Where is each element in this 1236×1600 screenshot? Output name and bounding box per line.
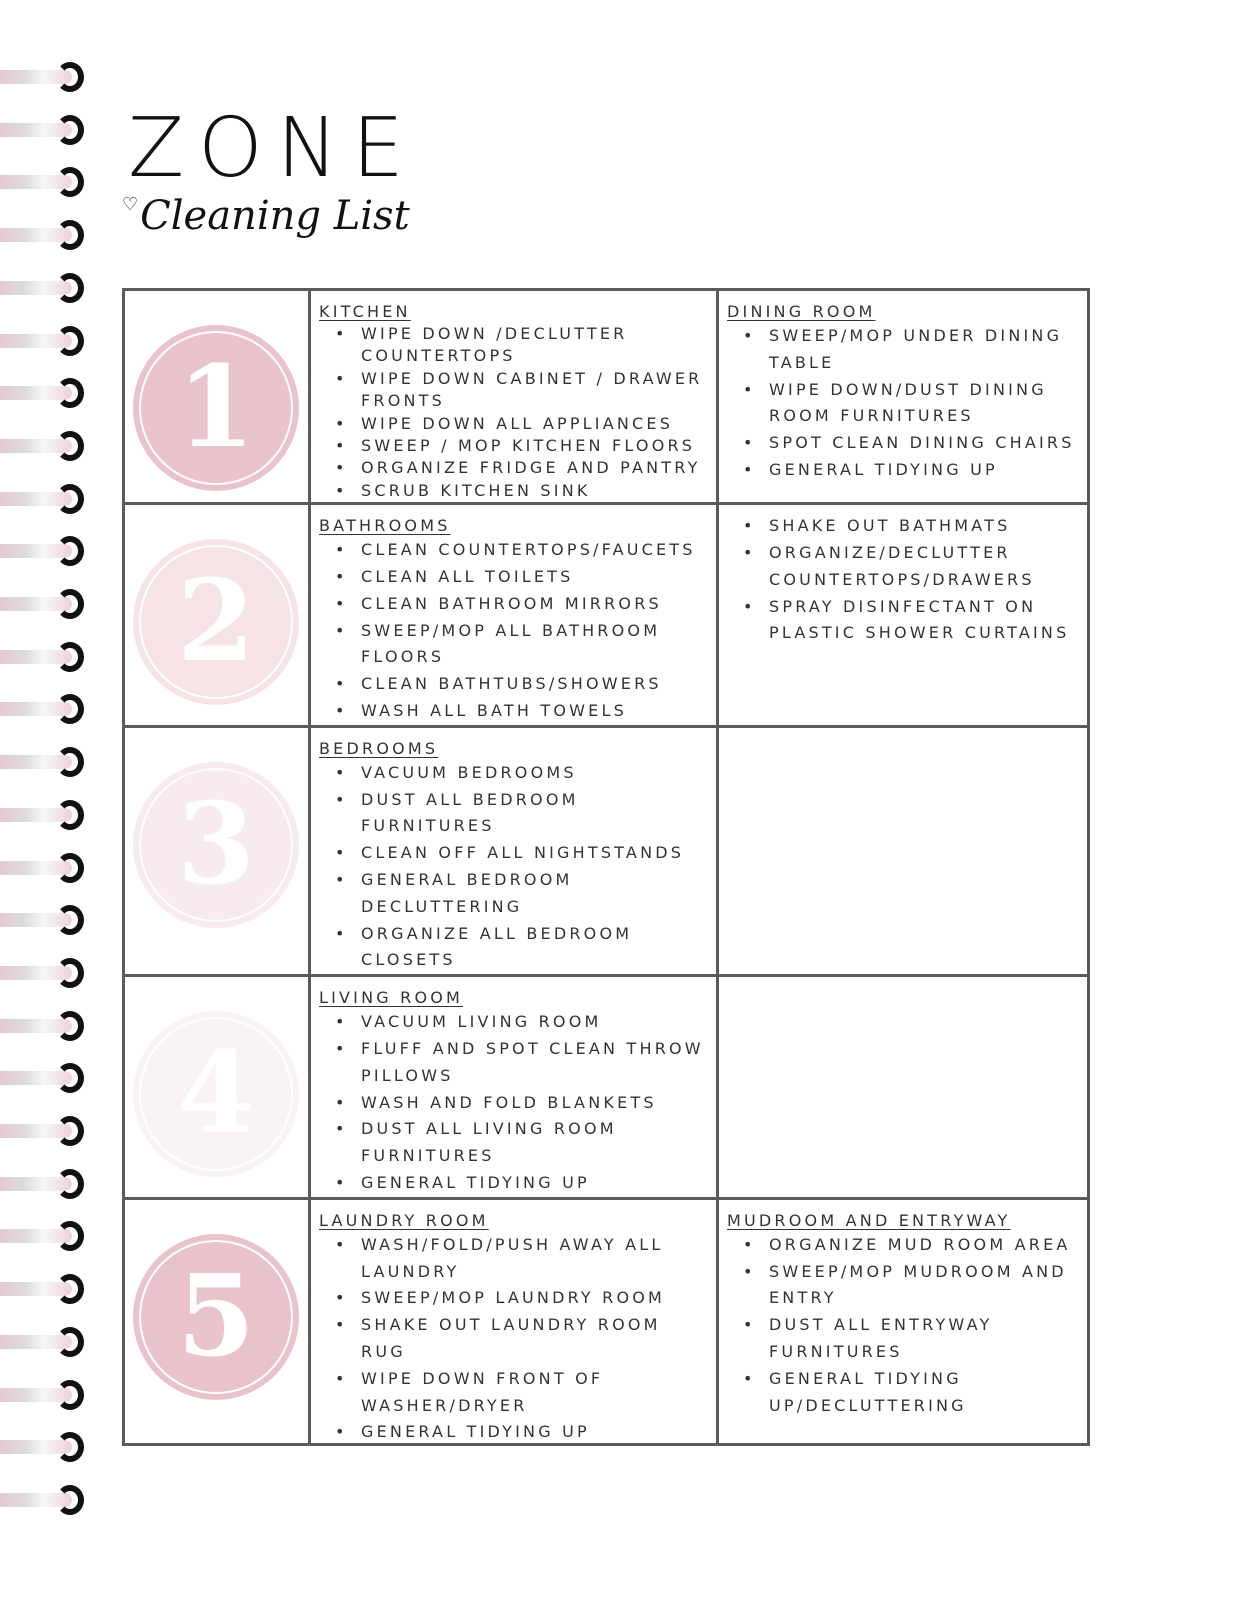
zone-heading: KITCHEN	[319, 302, 411, 321]
spiral-ring-icon	[0, 113, 86, 147]
spiral-ring-icon	[0, 1325, 86, 1359]
zone-heading: LIVING ROOM	[319, 988, 464, 1008]
spiral-ring-icon	[0, 1272, 86, 1306]
task-item: • GENERAL TIDYING UP	[335, 1170, 708, 1197]
task-item: • CLEAN BATHTUBS/SHOWERS	[335, 671, 708, 698]
task-list	[335, 760, 708, 974]
zone-heading: BATHROOMS	[319, 516, 451, 536]
spiral-ring-icon	[0, 1483, 86, 1517]
heart-icon: ♡	[122, 194, 139, 215]
page-subtitle	[122, 193, 410, 239]
task-item: • SWEEP/MOP MUDROOM AND ENTRY	[743, 1259, 1079, 1313]
spiral-ring-icon	[0, 1378, 86, 1412]
spiral-ring-icon	[0, 640, 86, 674]
zone-table	[122, 288, 1090, 1446]
task-item: • CLEAN COUNTERTOPS/FAUCETS	[335, 537, 708, 564]
zone-2-badge-icon	[133, 539, 299, 705]
task-item: • SCRUB KITCHEN SINK	[335, 480, 708, 502]
task-item: • ORGANIZE FRIDGE AND PANTRY	[335, 457, 708, 479]
zone-number: 1	[177, 342, 255, 473]
task-list	[335, 323, 708, 502]
zone-number: 4	[177, 1028, 255, 1160]
zone-task-cell	[719, 505, 1087, 728]
task-item: • DUST ALL BEDROOM FURNITURES	[335, 787, 708, 841]
task-item: • CLEAN OFF ALL NIGHTSTANDS	[335, 840, 708, 867]
task-list	[743, 513, 1079, 647]
spiral-ring-icon	[0, 1167, 86, 1201]
zone-task-cell	[311, 728, 719, 977]
spiral-ring-icon	[0, 1009, 86, 1043]
task-item: • SWEEP / MOP KITCHEN FLOORS	[335, 435, 708, 457]
zone-4-badge-icon	[133, 1011, 299, 1177]
task-item: • GENERAL TIDYING UP	[335, 1419, 708, 1446]
task-list	[743, 323, 1079, 484]
page-title: ZONE	[128, 101, 418, 196]
spiral-ring-icon	[0, 165, 86, 199]
subtitle-text: Cleaning List	[140, 193, 410, 239]
zone-heading: DINING ROOM	[727, 302, 876, 321]
zone-number-cell	[125, 291, 311, 505]
spiral-ring-icon	[0, 534, 86, 568]
zone-3-badge-icon	[133, 762, 299, 928]
spiral-ring-icon	[0, 60, 86, 94]
zone-task-cell	[311, 1200, 719, 1446]
task-item: • WIPE DOWN CABINET / DRAWER FRONTS	[335, 368, 708, 413]
task-item: • GENERAL TIDYING UP/DECLUTTERING	[743, 1366, 1079, 1420]
zone-task-cell	[719, 291, 1087, 505]
spiral-ring-icon	[0, 956, 86, 990]
task-item: • SPOT CLEAN DINING CHAIRS	[743, 430, 1079, 457]
spiral-ring-icon	[0, 745, 86, 779]
task-list	[743, 1232, 1079, 1420]
task-item: • GENERAL TIDYING UP	[743, 457, 1079, 484]
task-item: • CLEAN ALL TOILETS	[335, 564, 708, 591]
task-item: • WASH AND FOLD BLANKETS	[335, 1090, 708, 1117]
task-item: • WASH/FOLD/PUSH AWAY ALL LAUNDRY	[335, 1232, 708, 1286]
spiral-ring-icon	[0, 1430, 86, 1464]
task-item: • DUST ALL LIVING ROOM FURNITURES	[335, 1116, 708, 1170]
zone-number: 2	[177, 556, 255, 688]
zone-task-cell	[719, 1200, 1087, 1446]
task-item: • ORGANIZE ALL BEDROOM CLOSETS	[335, 921, 708, 975]
spiral-ring-icon	[0, 851, 86, 885]
spiral-ring-icon	[0, 692, 86, 726]
spiral-ring-icon	[0, 429, 86, 463]
task-item: • CLEAN BATHROOM MIRRORS	[335, 591, 708, 618]
zone-1-badge-icon	[133, 325, 299, 491]
spiral-ring-icon	[0, 1061, 86, 1095]
zone-number-cell	[125, 505, 311, 728]
zone-heading: MUDROOM AND ENTRYWAY	[727, 1210, 1011, 1230]
task-item: • ORGANIZE/DECLUTTER COUNTERTOPS/DRAWERS	[743, 540, 1079, 594]
zone-number-cell	[125, 1200, 311, 1446]
spiral-ring-icon	[0, 1114, 86, 1148]
spiral-ring-icon	[0, 482, 86, 516]
task-item: • SWEEP/MOP UNDER DINING TABLE	[743, 323, 1079, 377]
spiral-ring-icon	[0, 1219, 86, 1253]
zone-heading: BEDROOMS	[319, 738, 439, 758]
spiral-binding	[0, 60, 90, 1560]
zone-task-cell	[311, 977, 719, 1200]
task-item: • SHAKE OUT BATHMATS	[743, 513, 1079, 540]
task-list	[335, 537, 708, 725]
spiral-ring-icon	[0, 798, 86, 832]
zone-number-cell	[125, 977, 311, 1200]
task-item: • VACUUM BEDROOMS	[335, 760, 708, 787]
zone-heading: LAUNDRY ROOM	[319, 1210, 489, 1230]
spiral-ring-icon	[0, 903, 86, 937]
task-item: • WIPE DOWN /DECLUTTER COUNTERTOPS	[335, 323, 708, 368]
zone-5-badge-icon	[133, 1234, 299, 1400]
task-item: • GENERAL BEDROOM DECLUTTERING	[335, 867, 708, 921]
zone-number: 5	[177, 1250, 255, 1382]
spiral-ring-icon	[0, 376, 86, 410]
task-item: • DUST ALL ENTRYWAY FURNITURES	[743, 1312, 1079, 1366]
zone-task-cell	[311, 505, 719, 728]
empty-cell	[719, 977, 1087, 1200]
task-item: • WIPE DOWN FRONT OF WASHER/DRYER	[335, 1366, 708, 1420]
zone-number-cell	[125, 728, 311, 977]
spiral-ring-icon	[0, 587, 86, 621]
task-item: • WIPE DOWN ALL APPLIANCES	[335, 413, 708, 435]
task-item: • SPRAY DISINFECTANT ON PLASTIC SHOWER CURTAINS	[743, 594, 1079, 648]
task-list	[335, 1009, 708, 1197]
spiral-ring-icon	[0, 324, 86, 358]
zone-task-cell	[311, 291, 719, 505]
task-item: • SWEEP/MOP ALL BATHROOM FLOORS	[335, 618, 708, 672]
zone-number: 3	[177, 778, 255, 910]
task-item: • VACUUM LIVING ROOM	[335, 1009, 708, 1036]
task-list	[335, 1232, 708, 1446]
task-item: • WASH ALL BATH TOWELS	[335, 698, 708, 725]
task-item: • FLUFF AND SPOT CLEAN THROW PILLOWS	[335, 1036, 708, 1090]
empty-cell	[719, 728, 1087, 977]
task-item: • ORGANIZE MUD ROOM AREA	[743, 1232, 1079, 1259]
spiral-ring-icon	[0, 218, 86, 252]
spiral-ring-icon	[0, 271, 86, 305]
task-item: • SHAKE OUT LAUNDRY ROOM RUG	[335, 1312, 708, 1366]
task-item: • SWEEP/MOP LAUNDRY ROOM	[335, 1285, 708, 1312]
task-item: • WIPE DOWN/DUST DINING ROOM FURNITURES	[743, 377, 1079, 431]
